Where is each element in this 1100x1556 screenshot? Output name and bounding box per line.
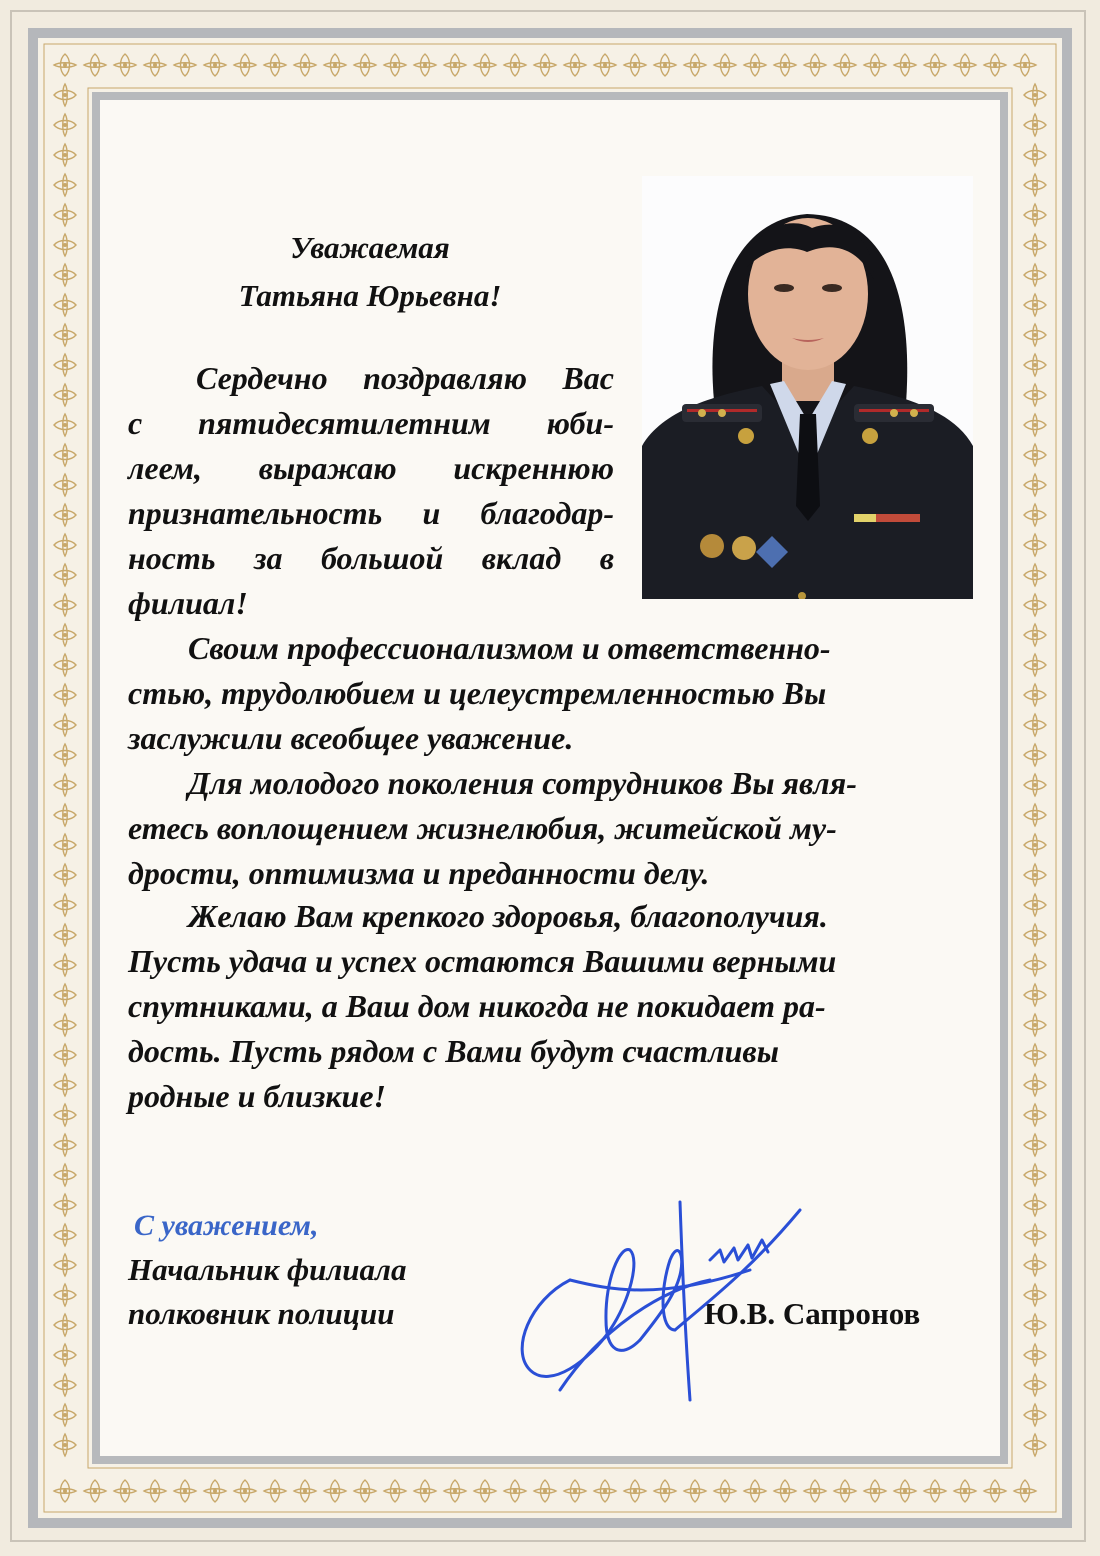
- ornament-motif: [354, 1480, 376, 1502]
- ornament-motif: [594, 54, 616, 76]
- ornament-motif: [1024, 1164, 1046, 1186]
- ornament-motif: [294, 1480, 316, 1502]
- ornament-motif: [684, 1480, 706, 1502]
- ornament-motif: [54, 324, 76, 346]
- ornament-motif: [54, 954, 76, 976]
- ornament-motif: [54, 354, 76, 376]
- ornament-motif: [774, 54, 796, 76]
- ornament-motif: [834, 54, 856, 76]
- ornament-motif: [534, 1480, 556, 1502]
- ornament-motif: [54, 1074, 76, 1096]
- ornament-motif: [54, 1254, 76, 1276]
- closing-name: Ю.В. Сапронов: [704, 1296, 921, 1331]
- paragraph-1: [128, 356, 614, 626]
- paragraph-1-line: признательность и благодар-: [128, 495, 614, 531]
- ornament-motif: [1024, 1194, 1046, 1216]
- ornament-motif: [1024, 414, 1046, 436]
- ornament-motif: [54, 1044, 76, 1066]
- ornament-motif: [1024, 504, 1046, 526]
- ornament-motif: [864, 1480, 886, 1502]
- ornament-motif: [54, 174, 76, 196]
- paragraph-4-line: Пусть удача и успех остаются Вашими верными: [128, 943, 837, 979]
- ornament-motif: [54, 984, 76, 1006]
- ornament-motif: [384, 54, 406, 76]
- ornament-motif: [1024, 654, 1046, 676]
- ornament-motif: [174, 54, 196, 76]
- ornament-motif: [1024, 684, 1046, 706]
- ornament-motif: [474, 1480, 496, 1502]
- ornament-motif: [54, 1104, 76, 1126]
- ornament-motif: [444, 54, 466, 76]
- ornament-motif: [54, 924, 76, 946]
- ornament-motif: [1024, 1104, 1046, 1126]
- ornament-motif: [1024, 744, 1046, 766]
- ornament-motif: [1024, 534, 1046, 556]
- ornament-motif: [54, 1344, 76, 1366]
- ornament-motif: [1024, 1254, 1046, 1276]
- closing-rank: полковник полиции: [128, 1296, 395, 1331]
- ornament-motif: [84, 54, 106, 76]
- ornament-motif: [54, 1374, 76, 1396]
- paragraph-2-line: стью, трудолюбием и целеустремленностью Вы: [128, 675, 827, 711]
- ornament-motif: [54, 414, 76, 436]
- paragraph-3-line: дрости, оптимизма и преданности делу.: [128, 855, 710, 891]
- paragraph-3-line: Для молодого поколения сотрудников Вы явля-: [188, 765, 857, 801]
- ornament-motif: [1024, 864, 1046, 886]
- ornament-motif: [1024, 804, 1046, 826]
- ornament-motif: [54, 204, 76, 226]
- ornament-motif: [444, 1480, 466, 1502]
- ornament-motif: [324, 1480, 346, 1502]
- ornament-motif: [54, 744, 76, 766]
- ornament-motif: [1024, 594, 1046, 616]
- ornament-motif: [1014, 54, 1036, 76]
- ornament-motif: [54, 54, 76, 76]
- paragraph-2-line: заслужили всеобщее уважение.: [128, 720, 574, 756]
- ornament-motif: [54, 444, 76, 466]
- ornament-motif: [54, 1284, 76, 1306]
- paragraph-1-line: Сердечно поздравляю Вас: [196, 360, 614, 396]
- ornament-motif: [1024, 84, 1046, 106]
- ornament-motif: [1024, 1344, 1046, 1366]
- ornament-motif: [774, 1480, 796, 1502]
- ornament-motif: [144, 1480, 166, 1502]
- ornament-motif: [54, 1224, 76, 1246]
- paragraph-4: [128, 894, 968, 1119]
- ornament-motif: [54, 594, 76, 616]
- greeting-line2: Татьяна Юрьевна!: [238, 278, 502, 313]
- ornament-motif: [1024, 444, 1046, 466]
- ornament-motif: [324, 54, 346, 76]
- ornament-motif: [54, 1164, 76, 1186]
- ornament-motif: [1024, 1374, 1046, 1396]
- ornament-motif: [54, 1194, 76, 1216]
- ornament-motif: [1024, 174, 1046, 196]
- ornament-motif: [54, 504, 76, 526]
- ornament-motif: [714, 54, 736, 76]
- ornament-motif: [1024, 984, 1046, 1006]
- ornament-motif: [1024, 714, 1046, 736]
- ornament-motif: [54, 834, 76, 856]
- ornament-motif: [54, 234, 76, 256]
- ornament-motif: [1024, 264, 1046, 286]
- ornament-motif: [54, 1404, 76, 1426]
- ornament-motif: [504, 1480, 526, 1502]
- ornament-motif: [1014, 1480, 1036, 1502]
- ornament-motif: [1024, 1044, 1046, 1066]
- ornament-motif: [1024, 384, 1046, 406]
- ornament-motif: [1024, 294, 1046, 316]
- paragraph-1-line: с пятидесятилетним юби-: [128, 405, 614, 441]
- ornament-motif: [1024, 894, 1046, 916]
- ornament-motif: [114, 54, 136, 76]
- ornament-motif: [1024, 1134, 1046, 1156]
- ornament-motif: [54, 1434, 76, 1456]
- ornament-motif: [54, 654, 76, 676]
- ornament-motif: [54, 1014, 76, 1036]
- ornament-motif: [1024, 144, 1046, 166]
- closing-position: Начальник филиала: [128, 1252, 407, 1287]
- signature: [510, 1190, 810, 1420]
- ornament-motif: [624, 1480, 646, 1502]
- ornament-motif: [654, 54, 676, 76]
- ornament-motif: [564, 1480, 586, 1502]
- paragraph-4-line: дость. Пусть рядом с Вами будут счастливы: [128, 1033, 779, 1069]
- ornament-motif: [624, 54, 646, 76]
- ornament-motif: [204, 1480, 226, 1502]
- ornament-motif: [804, 1480, 826, 1502]
- ornament-motif: [1024, 1224, 1046, 1246]
- ornament-motif: [234, 1480, 256, 1502]
- ornament-motif: [1024, 1014, 1046, 1036]
- ornament-motif: [264, 1480, 286, 1502]
- greeting: [170, 226, 570, 318]
- ornament-motif: [804, 54, 826, 76]
- ornament-motif: [924, 54, 946, 76]
- ornament-motif: [54, 114, 76, 136]
- ornament-motif: [1024, 234, 1046, 256]
- ornament-motif: [564, 54, 586, 76]
- ornament-motif: [54, 264, 76, 286]
- ornament-motif: [354, 54, 376, 76]
- ornament-motif: [684, 54, 706, 76]
- ornament-motif: [54, 1480, 76, 1502]
- paragraph-1-line: леем, выражаю искреннюю: [128, 450, 614, 486]
- ornament-motif: [834, 1480, 856, 1502]
- ornament-motif: [1024, 474, 1046, 496]
- greeting-line1: Уважаемая: [290, 230, 450, 265]
- ornament-motif: [1024, 1434, 1046, 1456]
- ornament-motif: [54, 294, 76, 316]
- paragraph-4-line: Желаю Вам крепкого здоровья, благополучия.: [188, 898, 828, 934]
- ornament-motif: [54, 144, 76, 166]
- ornament-motif: [1024, 114, 1046, 136]
- ornament-motif: [1024, 204, 1046, 226]
- ornament-motif: [744, 54, 766, 76]
- ornament-motif: [54, 684, 76, 706]
- ornament-motif: [54, 624, 76, 646]
- paragraph-1-line: ность за большой вклад в: [128, 540, 614, 576]
- ornament-motif: [1024, 834, 1046, 856]
- ornament-motif: [114, 1480, 136, 1502]
- ornament-motif: [924, 1480, 946, 1502]
- ornament-motif: [54, 714, 76, 736]
- ornament-motif: [894, 1480, 916, 1502]
- ornament-motif: [54, 534, 76, 556]
- closing-respect: С уважением,: [134, 1209, 319, 1242]
- ornament-motif: [174, 1480, 196, 1502]
- ornament-motif: [864, 54, 886, 76]
- ornament-motif: [414, 54, 436, 76]
- ornament-motif: [54, 774, 76, 796]
- ornament-motif: [954, 54, 976, 76]
- ornament-motif: [1024, 624, 1046, 646]
- ornament-motif: [894, 54, 916, 76]
- ornament-motif: [1024, 564, 1046, 586]
- ornament-motif: [264, 54, 286, 76]
- ornament-motif: [144, 54, 166, 76]
- ornament-motif: [1024, 954, 1046, 976]
- paragraph-2: [128, 626, 938, 761]
- ornament-motif: [54, 384, 76, 406]
- paragraph-3-line: етесь воплощением жизнелюбия, житейской му-: [128, 810, 837, 846]
- paragraph-4-line: родные и близкие!: [128, 1078, 386, 1114]
- paragraph-1-line: филиал!: [128, 585, 248, 621]
- portrait-photo: [642, 176, 973, 599]
- ornament-motif: [504, 54, 526, 76]
- ornament-motif: [1024, 1314, 1046, 1336]
- ornament-motif: [54, 804, 76, 826]
- ornament-motif: [954, 1480, 976, 1502]
- ornament-motif: [594, 1480, 616, 1502]
- ornament-motif: [984, 1480, 1006, 1502]
- ornament-motif: [84, 1480, 106, 1502]
- ornament-motif: [414, 1480, 436, 1502]
- ornament-motif: [384, 1480, 406, 1502]
- ornament-motif: [54, 894, 76, 916]
- ornament-motif: [204, 54, 226, 76]
- ornament-motif: [1024, 354, 1046, 376]
- paragraph-2-line: Своим профессионализмом и ответственно-: [188, 630, 831, 666]
- ornament-motif: [1024, 1404, 1046, 1426]
- ornament-motif: [54, 474, 76, 496]
- ornament-motif: [744, 1480, 766, 1502]
- ornament-motif: [654, 1480, 676, 1502]
- ornament-motif: [984, 54, 1006, 76]
- ornament-motif: [1024, 1284, 1046, 1306]
- ornament-motif: [1024, 774, 1046, 796]
- ornament-motif: [294, 54, 316, 76]
- ornament-motif: [54, 84, 76, 106]
- ornament-motif: [54, 864, 76, 886]
- ornament-motif: [714, 1480, 736, 1502]
- ornament-motif: [1024, 924, 1046, 946]
- ornament-motif: [54, 564, 76, 586]
- ornament-motif: [54, 1314, 76, 1336]
- ornament-motif: [1024, 1074, 1046, 1096]
- paragraph-4-line: спутниками, а Ваш дом никогда не покидает ра-: [128, 988, 826, 1024]
- paragraph-3: [128, 761, 968, 896]
- ornament-motif: [234, 54, 256, 76]
- ornament-motif: [534, 54, 556, 76]
- ornament-motif: [54, 1134, 76, 1156]
- ornament-motif: [474, 54, 496, 76]
- ornament-motif: [1024, 324, 1046, 346]
